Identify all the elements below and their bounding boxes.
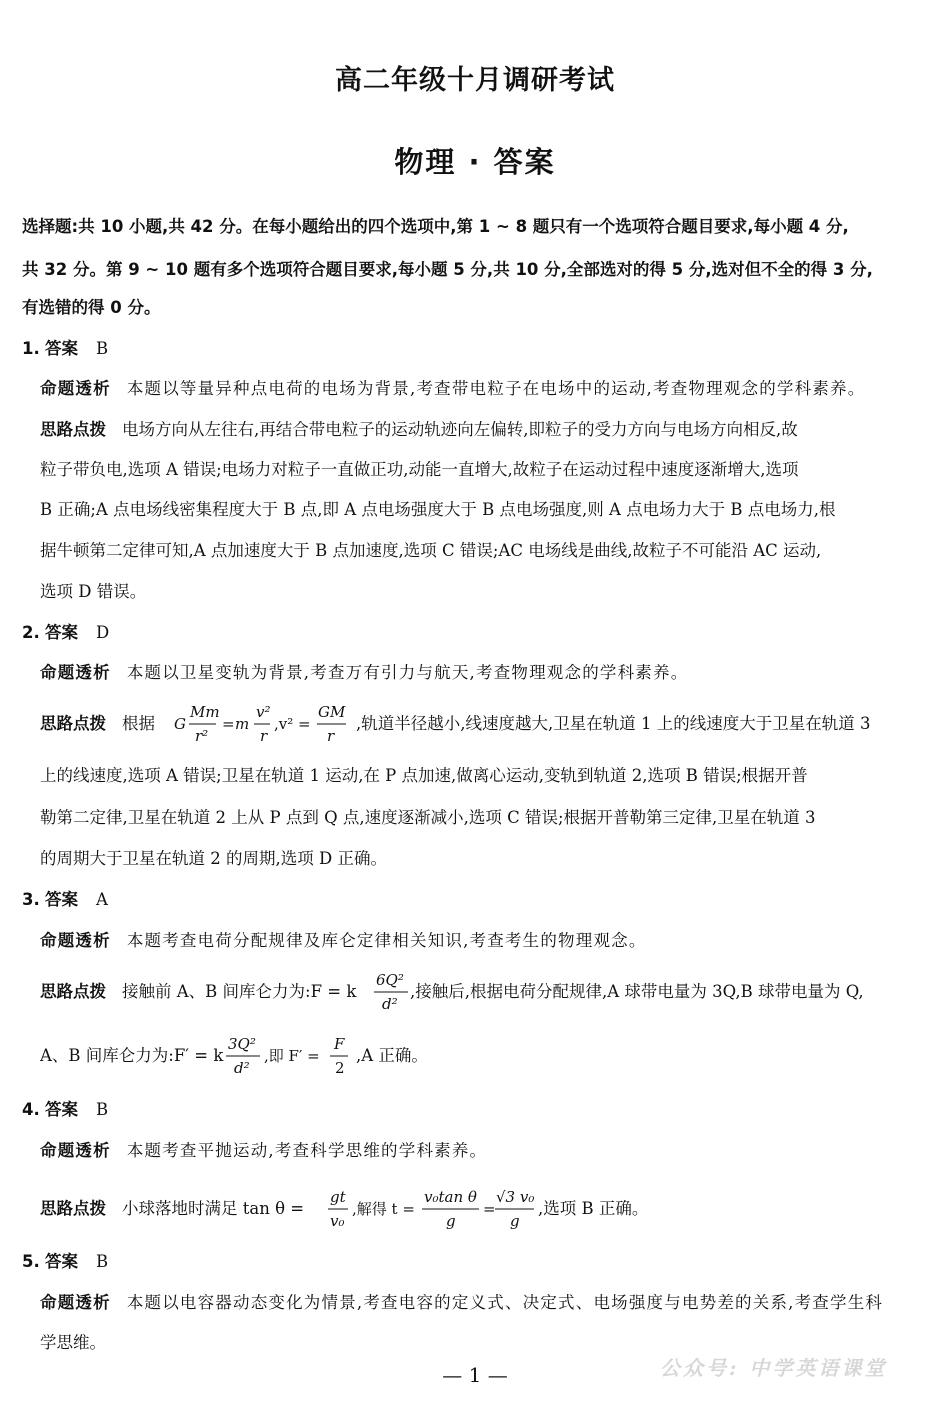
q3-intent: 命题透析 本题考查电荷分配规律及库仑定律相关知识,考查考生的物理观念。	[40, 931, 647, 950]
f-eq2: =	[483, 1200, 496, 1218]
f-r2: r²	[195, 727, 209, 745]
q3-hint-1-rest: ,接触后,根据电荷分配规律,A 球带电量为 3Q,B 球带电量为 Q,	[410, 982, 864, 1001]
q1-hint-5: 选项 D 错误。	[40, 582, 147, 601]
f-2: 2	[335, 1059, 345, 1077]
f-solve: ,解得 t =	[352, 1200, 415, 1218]
f-g-2: g	[510, 1212, 520, 1230]
q2-hint-2: 上的线速度,选项 A 错误;卫星在轨道 1 运动,在 P 点加速,做离心运动,变轨到轨道 2,选项 B 错误;根据开普	[40, 766, 808, 785]
q1-hint-4: 据牛顿第二定律可知,A 点加速度大于 B 点加速度,选项 C 错误;AC 电场线是曲线,故粒子不可能沿 AC 运动,	[40, 541, 822, 560]
f-d2: d²	[382, 995, 398, 1013]
q2-answer-line: 2. 答案 D	[22, 623, 110, 642]
q3-hint-2-rest: ,A 正确。	[356, 1046, 428, 1065]
exam-title: 高二年级十月调研考试	[335, 65, 615, 96]
q3-hint-1: 思路点拨 接触前 A、B 间库仑力为:F = k	[40, 982, 357, 1001]
f-r: r	[260, 727, 268, 745]
q2-hint-1-rest: ,轨道半径越小,线速度越大,卫星在轨道 1 上的线速度大于卫星在轨道 3	[356, 714, 871, 733]
f-v0: v₀	[330, 1212, 345, 1230]
q3-coulomb-fraction-2	[224, 1032, 356, 1080]
f-F: F	[334, 1035, 345, 1053]
q1-intent: 命题透析 本题以等量异种点电荷的电场为背景,考查带电粒子在电场中的运动,考查物理观念的学科素养。	[40, 379, 866, 398]
q2-hint-3: 勒第二定律,卫星在轨道 2 上从 P 点到 Q 点,速度逐渐减小,选项 C 错误;根据开普勒第三定律,卫星在轨道 3	[40, 808, 816, 827]
q2-intent: 命题透析 本题以卫星变轨为背景,考查万有引力与航天,考查物理观念的学科素养。	[40, 663, 689, 682]
f-m: m	[235, 715, 250, 733]
q3-hint-2: A、B 间库仑力为:F′ = k	[40, 1046, 224, 1065]
q2-hint-1: 思路点拨 根据	[40, 714, 155, 733]
f-GM: GM	[318, 703, 346, 721]
intro-line-1: 选择题:共 10 小题,共 42 分。在每小题给出的四个选项中,第 1 ~ 8 题只有一个选项符合题目要求,每小题 4 分,	[22, 217, 849, 236]
q4-answer-line: 4. 答案 B	[22, 1100, 109, 1119]
f-mid: ,即 F′ =	[264, 1047, 320, 1065]
f-sep: ,v² =	[274, 715, 311, 733]
f-Mm: Mm	[190, 703, 220, 721]
q4-intent: 命题透析 本题考查平抛运动,考查科学思维的学科素养。	[40, 1141, 488, 1160]
intro-line-2: 共 32 分。第 9 ~ 10 题有多个选项符合题目要求,每小题 5 分,共 10 分,全部选对的得 5 分,选对但不全的得 3 分,	[22, 260, 873, 279]
q4-projectile-formula	[326, 1185, 538, 1233]
f-r-2: r	[327, 727, 335, 745]
f-sqrt3v0: √3 v₀	[496, 1188, 535, 1206]
q4-hint-1: 思路点拨 小球落地时满足 tan θ =	[40, 1199, 305, 1218]
f-d2: d²	[234, 1059, 250, 1077]
q4-hint-1-rest: ,选项 B 正确。	[538, 1199, 649, 1218]
watermark: 公众号: 中学英语课堂	[660, 1356, 888, 1380]
q5-intent-2: 学思维。	[40, 1333, 106, 1352]
f-G: G	[174, 715, 186, 733]
q1-hint-1: 思路点拨 电场方向从左往右,再结合带电粒子的运动轨迹向左偏转,即粒子的受力方向与电场方向相反,故	[40, 420, 798, 439]
q3-coulomb-fraction-1	[372, 968, 412, 1016]
f-3Q2: 3Q²	[228, 1035, 256, 1053]
f-gt: gt	[330, 1188, 346, 1206]
q5-intent-1: 命题透析 本题以电容器动态变化为情景,考查电容的定义式、决定式、电场强度与电势差的关系,考查学生科	[40, 1293, 884, 1312]
f-v0tan: v₀tan θ	[424, 1188, 477, 1206]
q5-answer-line: 5. 答案 B	[22, 1252, 109, 1271]
f-g: g	[446, 1212, 456, 1230]
q1-answer-line: 1. 答案 B	[22, 339, 109, 358]
page-number: — 1 —	[442, 1363, 508, 1387]
q1-hint-2: 粒子带负电,选项 A 错误;电场力对粒子一直做正功,动能一直增大,故粒子在运动过程中速度逐渐增大,选项	[40, 460, 799, 479]
q2-gravity-formula	[170, 700, 356, 748]
q1-hint-3: B 正确;A 点电场线密集程度大于 B 点,即 A 点电场强度大于 B 点电场强度,则 A 点电场力大于 B 点电场力,根	[40, 500, 836, 519]
f-6Q2: 6Q²	[376, 971, 404, 989]
q2-hint-4: 的周期大于卫星在轨道 2 的周期,选项 D 正确。	[40, 849, 387, 868]
exam-subtitle: 物理 · 答案	[394, 145, 556, 179]
intro-line-3: 有选错的得 0 分。	[22, 298, 161, 317]
f-eq: =	[222, 715, 235, 733]
q3-answer-line: 3. 答案 A	[22, 890, 108, 909]
f-v2: v²	[256, 703, 271, 721]
